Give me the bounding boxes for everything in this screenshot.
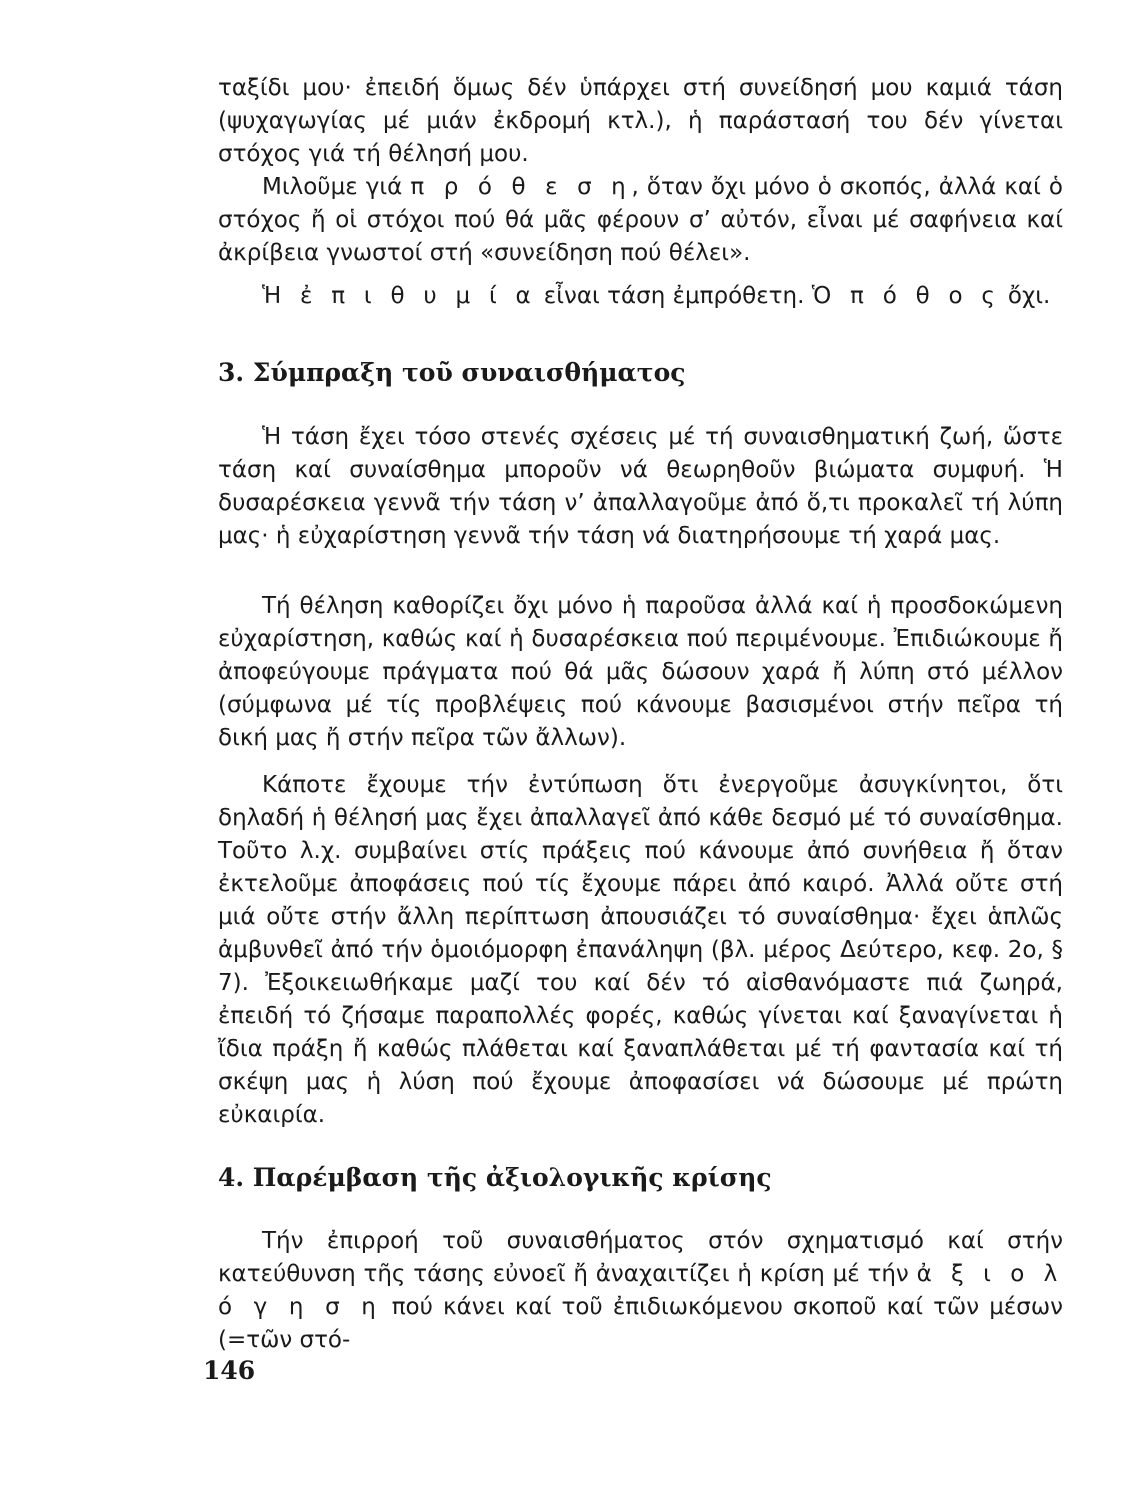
paragraph-5: Τή θέληση καθορίζει ὄχι μόνο ἡ παροῦσα ἀλλά καί ἡ προσδοκώμενη εὐχαρίστηση, καθώς καί ἡ δυσαρέσκεια πού περιμένουμε. Ἐπιδιώκουμε ἤ ἀποφεύγουμε πράγματα πού θά μᾶς δώσουν χαρά ἤ λύπη στό μέλλον (σύμφωνα μέ τίς προβλέψεις πού κάνουμε βασισμένοι στήν πεῖρα τή δική μας ἤ στήν πεῖρα τῶν ἄλλων). [218, 593, 1063, 751]
paragraph-7-after: πού κάνει καί τοῦ ἐπιδιωκόμενου σκοποῦ καί τῶν μέσων (=τῶν στό- [218, 1294, 1063, 1353]
paragraph-7-before: Τήν ἐπιρροή τοῦ συναισθήματος στόν σχηματισμό καί στήν κατεύθυνση τῆς τάσης εὐνοεῖ ἤ ἀναχαιτίζει ἡ κρίση μέ τήν [218, 1228, 1063, 1287]
paragraph-2-after: , ὅταν ὄχι μόνο ὁ σκοπός, ἀλλά καί ὁ στόχος ἤ οἱ στόχοι πού θά μᾶς φέρουν σ’ αὐτόν, εἶναι μέ σαφήνεια καί ἀκρίβεια γνωστοί στή «συνείδηση πού θέλει». [218, 174, 1063, 266]
paragraph-3 [218, 280, 1063, 313]
paragraph-3-after: ὄχι. [1000, 283, 1051, 309]
paragraph-2 [218, 171, 1063, 270]
paragraph-4: Ἡ τάση ἔχει τόσο στενές σχέσεις μέ τή συναισθηματική ζωή, ὥστε τάση καί συναίσθημα μποροῦν νά θεωρηθοῦν βιώματα συμφυή. Ἡ δυσαρέσκεια γεννᾶ τήν τάση ν’ ἀπαλλαγοῦμε ἀπό ὅ,τι προκαλεῖ τή λύπη μας· ἡ εὐχαρίστηση γεννᾶ τήν τάση νά διατηρήσουμε τή χαρά μας. [218, 424, 1063, 549]
section-4-heading: 4. Παρέμβαση τῆς ἀξιολογικῆς κρίσης [218, 1163, 772, 1192]
paragraph-7 [218, 1225, 1063, 1357]
section-3-heading: 3. Σύμπραξη τοῦ συναισθήματος [218, 358, 686, 387]
term-prothesi: π ρ ό θ ε σ η [410, 174, 632, 200]
term-pothos: Ὁ π ό θ ο ς [811, 283, 1001, 309]
paragraph-1: ταξίδι μου· ἐπειδή ὅμως δέν ὑπάρχει στή συνείδησή μου καμιά τάση (ψυχαγωγίας μέ μιάν ἐκδρομή κτλ.), ἡ παράστασή του δέν γίνεται στόχος γιά τή θέλησή μου. [218, 75, 1063, 167]
paragraph-3-middle: εἶναι τάση ἐμπρόθετη. [536, 283, 812, 309]
paragraph-2-before: Μιλοῦμε γιά [262, 174, 411, 200]
paragraph-6: Κάποτε ἔχουμε τήν ἐντύπωση ὅτι ἐνεργοῦμε ἀσυγκίνητοι, ὅτι δηλαδή ἡ θέλησή μας ἔχει ἀπαλλαγεῖ ἀπό κάθε δεσμό μέ τό συναίσθημα. Τοῦτο λ.χ. συμβαίνει στίς πράξεις πού κάνουμε ἀπό συνήθεια ἤ ὅταν ἐκτελοῦμε ἀποφάσεις πού τίς ἔχουμε πάρει ἀπό καιρό. Ἀλλά οὔτε στή μιά οὔτε στήν ἄλλη περίπτωση ἀπουσιάζει τό συναίσθημα· ἔχει ἁπλῶς ἀμβυνθεῖ ἀπό τήν ὁμοιόμορφη ἐπανάληψη (βλ. μέρος Δεύτερο, κεφ. 2ο, § 7). Ἐξοικειωθήκαμε μαζί του καί δέν τό αἰσθανόμαστε πιά ζωηρά, ἐπειδή τό ζήσαμε παραπολλές φορές, καθώς γίνεται καί ξαναγίνεται ἡ ἴδια πράξη ἤ καθώς πλάθεται καί ξαναπλάθεται μέ τή φαντασία καί τή σκέψη μας ἡ λύση πού ἔχουμε ἀποφασίσει νά δώσουμε μέ πρώτη εὐκαιρία. [218, 772, 1063, 1128]
term-axiologisi: ἀ ξ ι ο λ ό γ η σ η [218, 1261, 1063, 1320]
term-epithymia: Ἡ ἐ π ι θ υ μ ί α [262, 283, 537, 309]
page-number: 146 [203, 1356, 256, 1385]
